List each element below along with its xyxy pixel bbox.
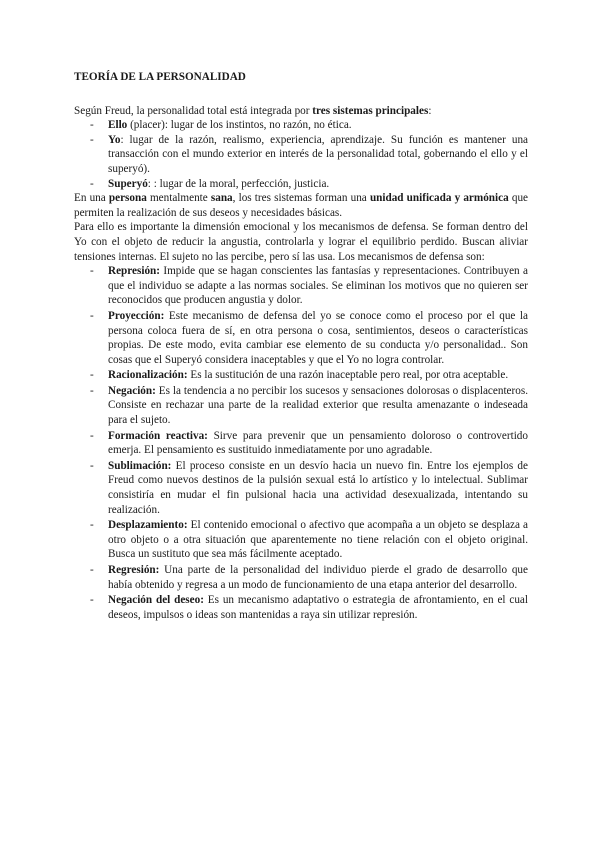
- defense-term: Racionalización:: [108, 369, 188, 382]
- bullet-dash: -: [90, 309, 94, 322]
- list-item: [74, 118, 528, 133]
- defense-text: Sirve para prevenir que un pensamiento doloroso o controvertido emerja. El pensamiento es sustituido inmediatamente por uno agradable.: [108, 429, 528, 457]
- bullet-dash: -: [90, 459, 94, 472]
- text-run: En una: [74, 192, 109, 205]
- system-text: : lugar de la razón, realismo, experiencia, aprendizaje. Su función es mantener una transacción con el mundo exterior en interés de la personalidad total, gobernando el ello y el superyó).: [108, 133, 528, 175]
- defense-text: Impide que se hagan conscientes las fantasías y representaciones. Contribuyen a que el individuo se adapte a las normas sociales. Se eliminan los motivos que no quieren ser reconocidos que producen angustia y dolor.: [108, 265, 528, 307]
- defense-text: Una parte de la personalidad del individuo pierde el grado de desarrollo que había obtenido y regresa a un modo de funcionamiento de una etapa anterior del desarrollo.: [108, 564, 528, 591]
- bullet-dash: -: [90, 369, 94, 382]
- system-term: Superyó: [108, 177, 148, 190]
- list-item: [74, 177, 528, 192]
- defense-term: Negación del deseo:: [108, 594, 204, 607]
- defense-text: Es un mecanismo adaptativo o estrategia de afrontamiento, en el cual deseos, impulsos o ideas son mantenidas a raya sin utilizar represión.: [108, 594, 528, 621]
- bullet-dash: -: [90, 594, 94, 607]
- intro-tail: :: [428, 104, 432, 117]
- defense-text: El proceso consiste en un desvío hacia un nuevo fin. Entre los ejemplos de Freud como nuevos destinos de la pulsión sexual está lo artístico y lo intelectual. Sublimar consistiría en mudar el fin pulsional hacia una actividad desexualizada, intentando su realización.: [108, 459, 528, 516]
- list-item: [74, 459, 528, 517]
- defense-text: Este mecanismo de defensa del yo se conoce como el proceso por el que la persona coloca fuera de sí, en otra persona o cosa, sentimientos, deseos o características propias. De este modo, evita cambiar ese elemento de su conducta y/o personalidad.. Son cosas que el Superyó considera inaceptables y que el Yo no logra controlar.: [108, 309, 528, 366]
- bullet-dash: -: [90, 133, 94, 146]
- list-item: [74, 518, 528, 562]
- ego-paragraph: Para ello es importante la dimensión emocional y los mecanismos de defensa. Se forman dentro del Yo con el objeto de reducir la angustia, controlarla y lograr el equilibrio perdido. Buscan aliviar tensiones internas. El sujeto no las percibe, pero sí las usa. Los mecanismos de defensa son:: [74, 221, 528, 263]
- defense-term: Negación:: [108, 384, 156, 397]
- defense-text: Es la tendencia a no percibir los sucesos y sensaciones dolorosas o displacenteros. Consiste en rechazar una parte de la realidad exterior que resulta amenazante o indeseada para el sujeto.: [108, 384, 528, 427]
- list-item: [74, 384, 528, 428]
- bullet-dash: -: [90, 429, 94, 442]
- bullet-dash: -: [90, 119, 94, 132]
- list-item: [74, 133, 528, 177]
- list-item: [74, 368, 528, 383]
- defense-term: Desplazamiento:: [108, 519, 188, 532]
- list-item: [74, 264, 528, 308]
- defense-text: El contenido emocional o afectivo que acompaña a un objeto se desplaza a otro objeto o a otra situación que aparentemente no tiene relación con el objeto original. Busca un sustituto que sea más fácilmente aceptado.: [108, 519, 528, 561]
- list-item: [74, 309, 528, 367]
- system-text: (placer): lugar de los instintos, no razón, no ética.: [127, 119, 352, 132]
- intro-bold: tres sistemas principales: [312, 104, 429, 117]
- bold-run: persona: [108, 192, 147, 205]
- defense-term: Represión:: [108, 265, 160, 278]
- unity-paragraph: [74, 191, 528, 220]
- bullet-dash: -: [90, 519, 94, 532]
- bullet-dash: -: [90, 265, 94, 278]
- page-title: TEORÍA DE LA PERSONALIDAD: [74, 71, 246, 83]
- bullet-dash: -: [90, 177, 94, 190]
- list-item: [74, 593, 528, 622]
- system-text: : : lugar de la moral, perfección, justicia.: [147, 177, 330, 190]
- text-run: mentalmente: [146, 192, 211, 205]
- systems-list: [74, 118, 528, 191]
- list-item: [74, 429, 528, 458]
- defense-text: Es la sustitución de una razón inaceptable pero real, por otra aceptable.: [187, 369, 509, 382]
- list-item: [74, 563, 528, 592]
- bullet-dash: -: [90, 564, 94, 576]
- bold-run: unidad unificada y armónica: [369, 192, 509, 205]
- defense-term: Proyección:: [108, 309, 165, 322]
- defense-term: Regresión:: [108, 564, 160, 576]
- defense-term: Formación reactiva:: [108, 429, 208, 442]
- bullet-dash: -: [90, 384, 94, 397]
- text-run: que permiten la realización de sus deseos y necesidades básicas.: [74, 192, 529, 219]
- intro-lead: Según Freud, la personalidad total está integrada por: [74, 104, 313, 117]
- defense-term: Sublimación:: [108, 459, 172, 472]
- intro-paragraph: [74, 104, 528, 119]
- defenses-list: [74, 264, 528, 622]
- bold-run: sana: [210, 192, 233, 205]
- system-term: Ello: [108, 119, 128, 132]
- system-term: Yo: [108, 133, 121, 146]
- text-run: , los tres sistemas forman una: [232, 192, 370, 205]
